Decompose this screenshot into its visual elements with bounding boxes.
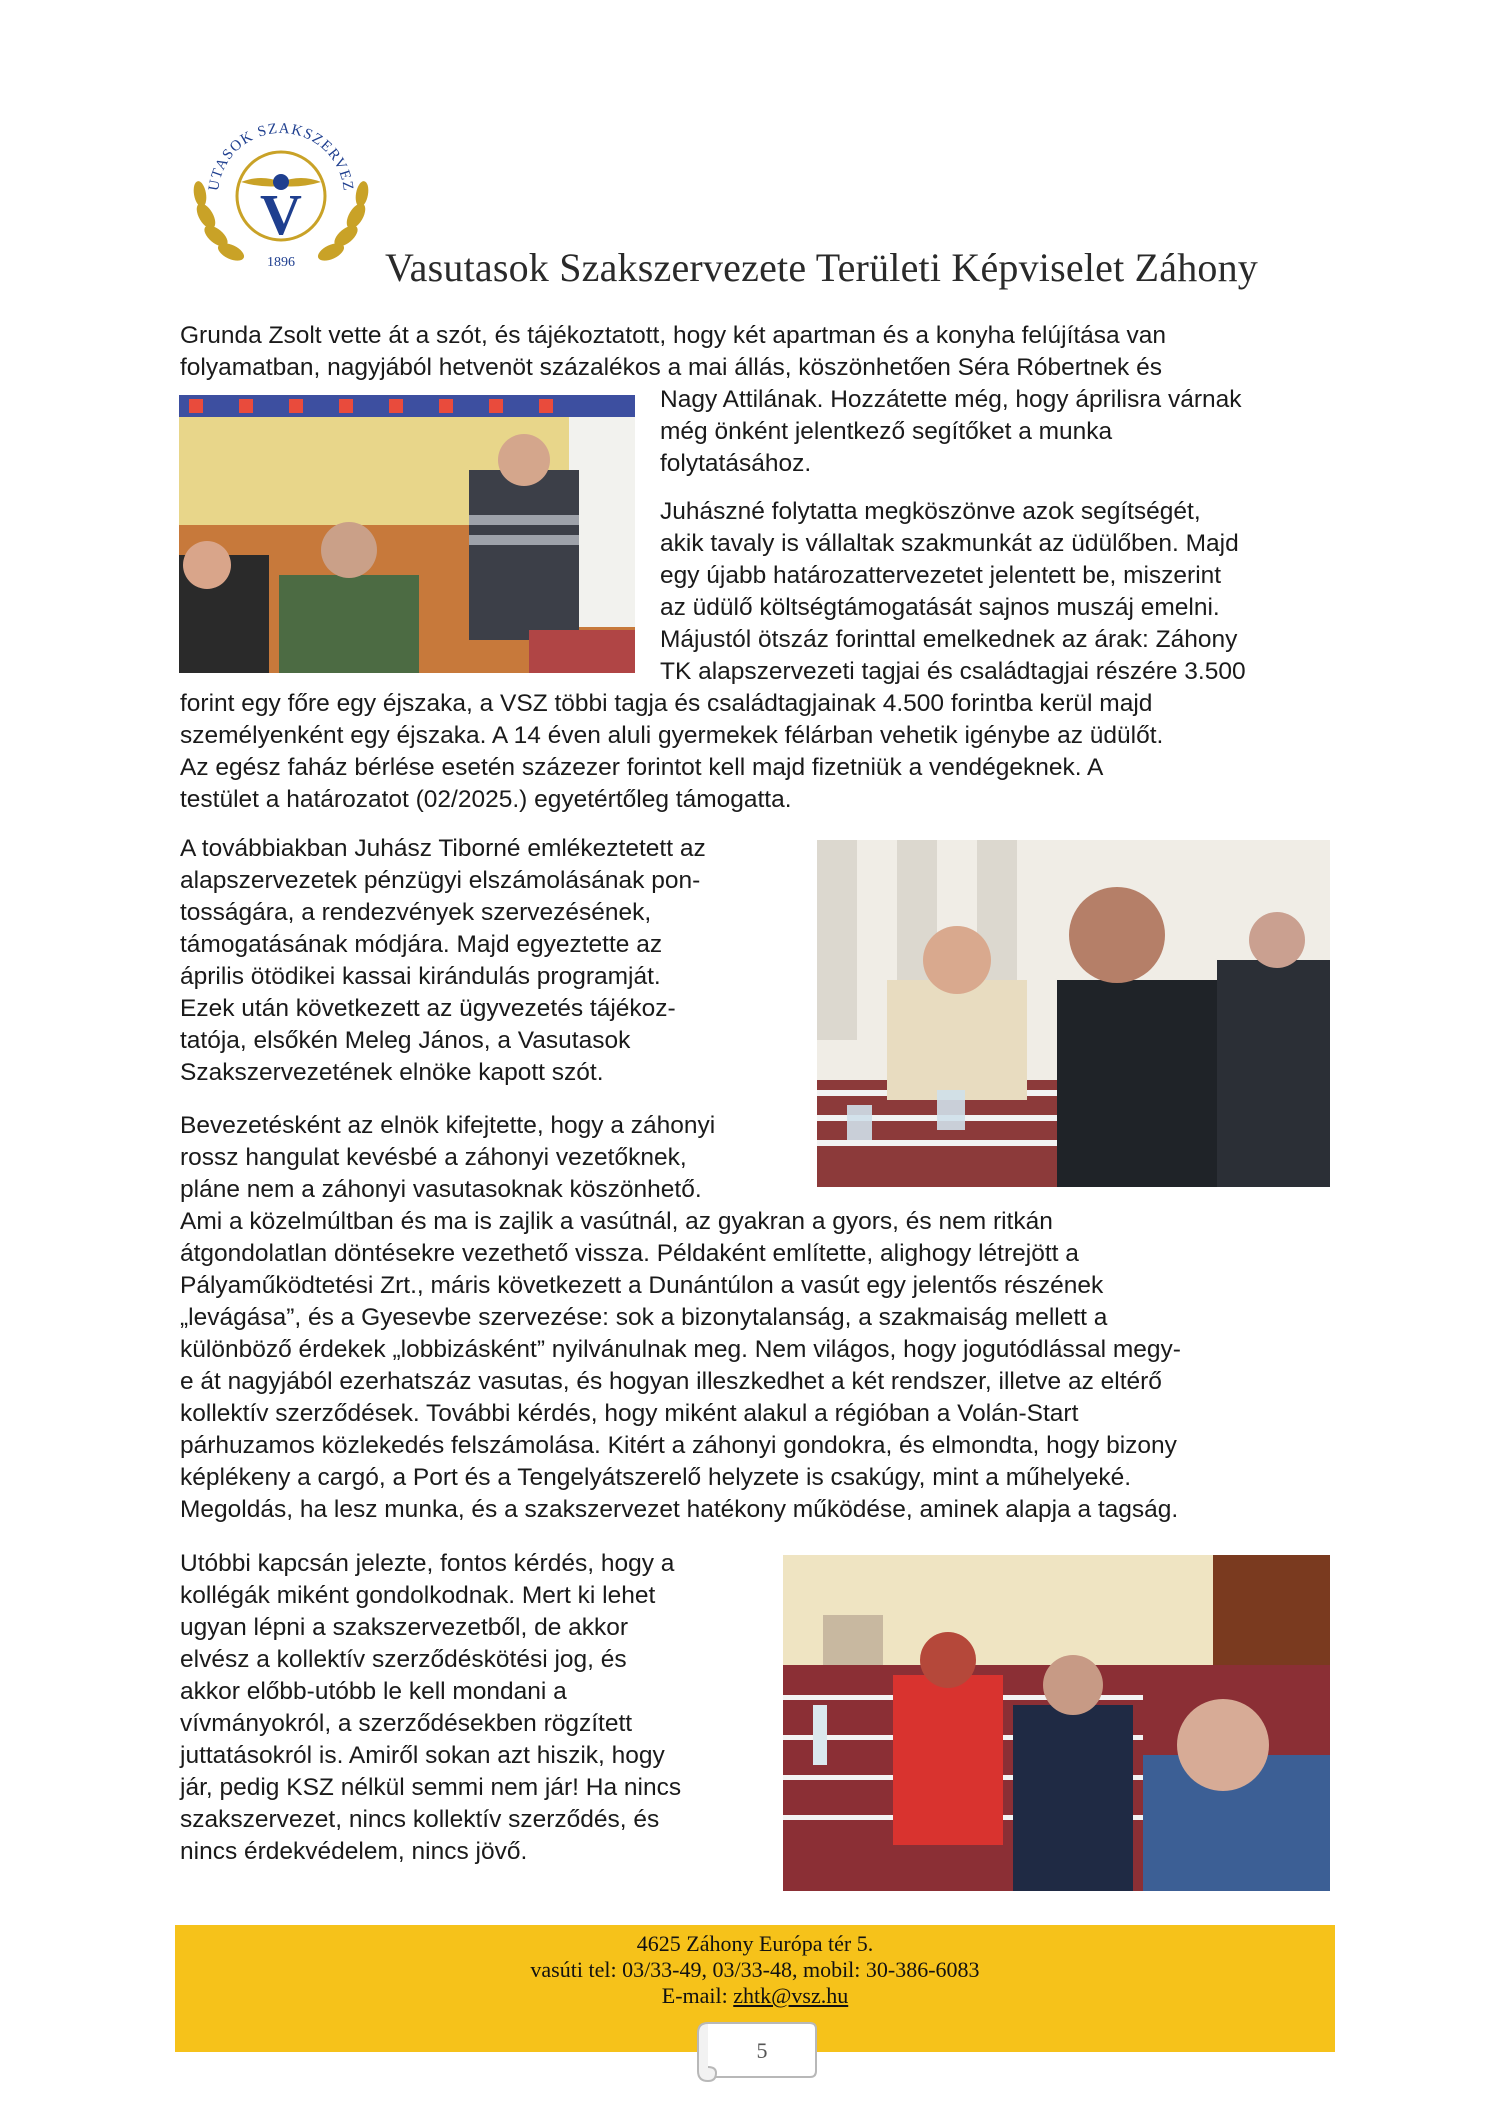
footer-address: 4625 Záhony Európa tér 5. [636, 1931, 874, 1956]
logo-letter: V [260, 182, 302, 247]
paragraph-4-side: Bevezetésként az elnök kifejtette, hogy a záhonyi rossz hangulat kevésbé a záhonyi vezetőknek, pláne nem a záhonyi vasutasoknak köszönhető. [180, 1112, 716, 1203]
meeting-photo-1 [179, 395, 635, 673]
logo-year: 1896 [267, 255, 295, 270]
paragraph-5-side: Utóbbi kapcsán jelezte, fontos kérdés, hogy a kollégák miként gondolkodnak. Mert ki lehet ugyan lépni a szakszervezetből, de akkor elvész a kollektív szerződéskötési jog, és akkor előbb-utóbb le kell mondani a vívmányokról, a szerződésekben rögzített juttatásokról is. Amiről sokan azt hiszik, hogy jár, pedig KSZ nélkül semmi nem jár! Ha nincs szakszervezet, nincs kollektív szerződés, és nincs érdekvédelem, nincs jövő. [180, 1550, 682, 1865]
page-number-scroll [690, 2015, 820, 2085]
footer-phones: vasúti tel: 03/33-49, 03/33-48, mobil: 30-386-6083 [530, 1957, 980, 1982]
paragraph-2-full: forint egy főre egy éjszaka, a VSZ többi tagja és családtagjainak 4.500 forintba kerül majd személyenként egy éjszaka. A 14 éven aluli gyermekek félárban vehetik igénybe az üdülőt. Az egész faház bérlése esetén százezer forintot kell majd fizetniük a vendégeknek. A testület a határozatot (02/2025.) egyetértőleg támogatta. [180, 690, 1164, 813]
union-logo [186, 96, 376, 278]
paragraph-3-side: A továbbiakban Juhász Tiborné emlékeztetett az alapszervezetek pénzügyi elszámolásának pon- tosságára, a rendezvények szervezésének, támogatásának módjára. Majd egyeztette az április ötödikei kassai kirándulás programját. Ezek után következett az ügyvezetés tájékoz- tatója, elsőkén Meleg János, a Vasutasok Szakszervezetének elnöke kapott szót. [180, 835, 706, 1086]
logo-ring-text: UTASOK SZAKSZERVEZ [206, 120, 356, 193]
footer-email-link[interactable]: zhtk@vsz.hu [733, 1983, 849, 2008]
footer-email-line [175, 1983, 1335, 2009]
meeting-photo-3 [783, 1555, 1330, 1891]
paragraph-1-side: Nagy Attilának. Hozzátette még, hogy áprilisra várnak még önként jelentkező segítőket a munka folytatásához. [660, 386, 1242, 477]
meeting-photo-2 [817, 840, 1330, 1187]
footer-email-label: E-mail: [661, 1983, 734, 2008]
paragraph-4-full: Ami a közelmúltban és ma is zajlik a vasútnál, az gyakran a gyors, és nem ritkán átgondolatlan döntésekre vezethető vissza. Példaként említette, alighogy létrejött a Pályaműködtetési Zrt., máris következett a Dunántúlon a vasút egy jelentős részének „levágása”, és a Gyesevbe szervezése: sok a bizonytalanság, a szakmaiság mellett a különböző érdekek „lobbizásként” nyilvánulnak meg. Nem világos, hogy jogutódlással megy- e át nagyjából ezerhatszáz vasutas, és hogyan illeszkedhet a két rendszer, illetve az eltérő kollektív szerződések. További kérdés, hogy miként alakul a régióban a Volán-Start párhuzamos közlekedés felszámolása. Kitért a záhonyi gondokra, és elmondta, hogy bizony képlékeny a cargó, a Port és a Tengelyátszerelő helyzete is csakúgy, mint a műhelyeké. Megoldás, ha lesz munka, és a szakszervezet hatékony működése, aminek alapja a tagság. [180, 1208, 1181, 1523]
page-title: Vasutasok Szakszervezete Területi Képviselet Záhony [385, 245, 1259, 290]
page-number: 5 [756, 2038, 768, 2063]
paragraph-1-intro: Grunda Zsolt vette át a szót, és tájékoztatott, hogy két apartman és a konyha felújítása van folyamatban, nagyjából hetvenöt százalékos a mai állás, köszönhetően Séra Róbertnek és [180, 322, 1166, 381]
paragraph-2-side: Juhászné folytatta megköszönve azok segítségét, akik tavaly is vállaltak szakmunkát az üdülőben. Majd egy újabb határozattervezetet jelentett be, miszerint az üdülő költségtámogatását sajnos muszáj emelni. Májustól ötszáz forinttal emelkednek az árak: Záhony TK alapszervezeti tagjai és családtagjai részére 3.500 [660, 498, 1246, 685]
